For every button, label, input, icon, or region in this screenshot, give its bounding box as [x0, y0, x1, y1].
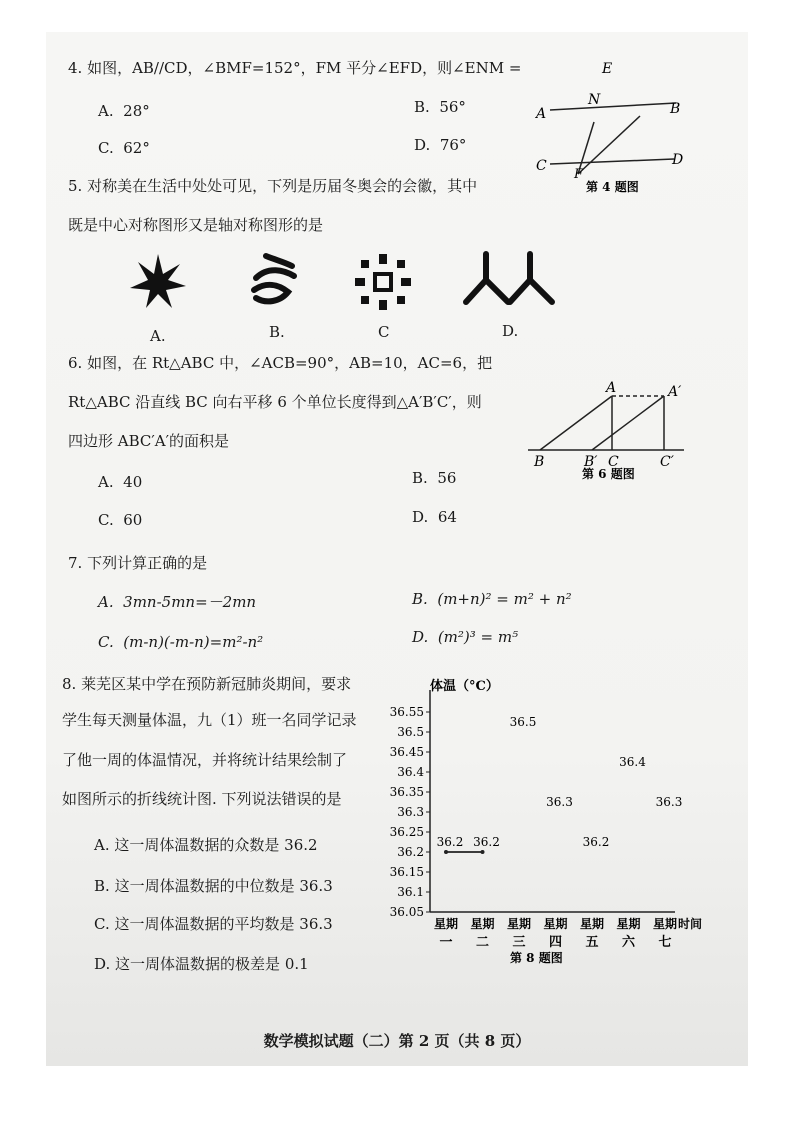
label-b-prime: B′	[584, 454, 598, 470]
label-a-prime: A′	[668, 384, 682, 400]
emblem-c	[355, 254, 411, 310]
q7-option-d[interactable]: D. (m²)³ = m⁵	[412, 628, 519, 646]
y-tick-label: 36.4	[397, 765, 424, 779]
x-category-label: 星期	[616, 917, 641, 931]
label-c: C	[608, 454, 619, 470]
q6-option-b[interactable]: B. 56	[412, 469, 457, 487]
label-n: N	[588, 92, 601, 108]
label-b: B	[670, 101, 681, 117]
x-category-label: 星期	[652, 917, 678, 931]
q7-option-a[interactable]: A. 3mn-5mn=－2mn	[98, 593, 257, 611]
x-category-day: 三	[512, 935, 526, 950]
label-b: B	[534, 454, 545, 470]
x-category-day: 一	[439, 935, 453, 950]
q5-stem-line1: 5. 对称美在生活中处处可见，下列是历届冬奥会的会徽，其中	[68, 177, 478, 195]
q7-option-b[interactable]: B. (m+n)² = m² + n²	[412, 590, 572, 608]
q5-stem-line2: 既是中心对称图形又是轴对称图形的是	[68, 216, 324, 234]
q5-option-b[interactable]: B.	[269, 323, 285, 341]
temperature-line-chart	[380, 672, 710, 972]
data-label: 36.4	[619, 755, 646, 769]
segment-a1b1	[592, 396, 664, 450]
y-tick-label: 36.1	[397, 885, 424, 899]
y-tick-label: 36.5	[397, 725, 424, 739]
data-label: 36.2	[473, 835, 500, 849]
x-category-day: 二	[475, 935, 490, 950]
q5-option-c[interactable]: C	[378, 323, 390, 341]
line-cd	[550, 159, 674, 164]
y-tick-label: 36.15	[389, 865, 424, 879]
data-label: 36.2	[582, 835, 610, 849]
emblem-b	[254, 256, 294, 301]
label-f: F	[574, 167, 584, 182]
q4-stem: 4. 如图，AB//CD，∠BMF=152°，FM 平分∠EFD，则∠ENM =	[68, 59, 522, 77]
segment-ab	[540, 396, 612, 450]
q5-emblems	[118, 250, 568, 318]
x-category-label: 星期	[433, 917, 459, 931]
q8-option-b[interactable]: B. 这一周体温数据的中位数是 36.3	[94, 877, 333, 895]
q7-option-c[interactable]: C. (m-n)(-m-n)=m²-n²	[98, 633, 264, 651]
y-axis-label: 体温（°C）	[430, 679, 499, 694]
x-category-day: 四	[548, 935, 563, 950]
q6-stem-line2: Rt△ABC 沿直线 BC 向右平移 6 个单位长度得到△A′B′C′，则	[68, 393, 482, 411]
data-label: 36.3	[546, 795, 573, 809]
x-category-day: 七	[658, 935, 672, 950]
q8-option-a[interactable]: A. 这一周体温数据的众数是 36.2	[94, 836, 318, 854]
y-tick-label: 36.25	[389, 825, 424, 839]
q8-stem-line1: 8. 莱芜区某中学在预防新冠肺炎期间，要求	[62, 675, 352, 693]
q5-option-d[interactable]: D.	[502, 322, 519, 340]
x-category-day: 五	[585, 935, 599, 950]
q8-caption: 第 8 题图	[510, 951, 563, 965]
label-c-prime: C′	[660, 454, 674, 470]
q4-option-a[interactable]: A. 28°	[98, 102, 150, 120]
x-category-label: 星期	[506, 917, 532, 931]
x-category-label: 星期	[579, 917, 605, 931]
y-tick-label: 36.3	[397, 805, 424, 819]
data-label: 36.3	[655, 795, 683, 809]
q4-figure	[528, 56, 698, 196]
q4-option-c[interactable]: C. 62°	[98, 139, 150, 157]
data-point	[444, 850, 448, 854]
q8-stem-line4: 如图所示的折线统计图. 下列说法错误的是	[62, 790, 342, 808]
q6-caption: 第 6 题图	[582, 467, 635, 481]
data-label: 36.5	[509, 715, 537, 729]
y-tick-label: 36.45	[389, 745, 424, 759]
label-a: A	[536, 106, 547, 122]
q4-option-d[interactable]: D. 76°	[414, 136, 467, 154]
data-point	[481, 850, 485, 854]
page-footer: 数学模拟试题（二）第 2 页（共 8 页）	[263, 1032, 531, 1050]
q6-option-d[interactable]: D. 64	[412, 508, 457, 526]
q6-figure	[522, 378, 702, 482]
x-category-label: 星期	[470, 917, 495, 931]
x-category-label: 星期	[543, 917, 568, 931]
q8-stem-line2: 学生每天测量体温，九（1）班一名同学记录	[62, 711, 357, 729]
y-tick-label: 36.35	[389, 785, 424, 799]
q4-caption: 第 4 题图	[586, 180, 639, 194]
q8-stem-line3: 了他一周的体温情况，并将统计结果绘制了	[62, 751, 348, 769]
q8-option-d[interactable]: D. 这一周体温数据的极差是 0.1	[94, 955, 309, 973]
q6-option-c[interactable]: C. 60	[98, 511, 143, 529]
q4-option-b[interactable]: B. 56°	[414, 98, 466, 116]
y-tick-label: 36.2	[397, 845, 424, 859]
line-ab	[550, 103, 676, 110]
q6-option-a[interactable]: A. 40	[98, 473, 143, 491]
data-label: 36.2	[436, 835, 464, 849]
q7-stem: 7. 下列计算正确的是	[68, 554, 208, 572]
label-d: D	[672, 152, 684, 168]
emblem-a	[130, 254, 186, 308]
label-a: A	[606, 380, 617, 396]
q8-option-c[interactable]: C. 这一周体温数据的平均数是 36.3	[94, 915, 333, 933]
q5-option-a[interactable]: A.	[150, 327, 166, 345]
y-tick-label: 36.05	[389, 905, 424, 919]
q6-stem-line1: 6. 如图，在 Rt△ABC 中，∠ACB=90°，AB=10，AC=6，把	[68, 354, 493, 372]
x-axis-label: 时间	[678, 917, 703, 931]
y-tick-label: 36.55	[389, 705, 424, 719]
q6-stem-line3: 四边形 ABC′A′的面积是	[68, 432, 230, 450]
x-category-day: 六	[621, 935, 636, 950]
label-e: E	[602, 61, 613, 77]
label-c: C	[536, 158, 547, 174]
emblem-d	[466, 254, 552, 302]
